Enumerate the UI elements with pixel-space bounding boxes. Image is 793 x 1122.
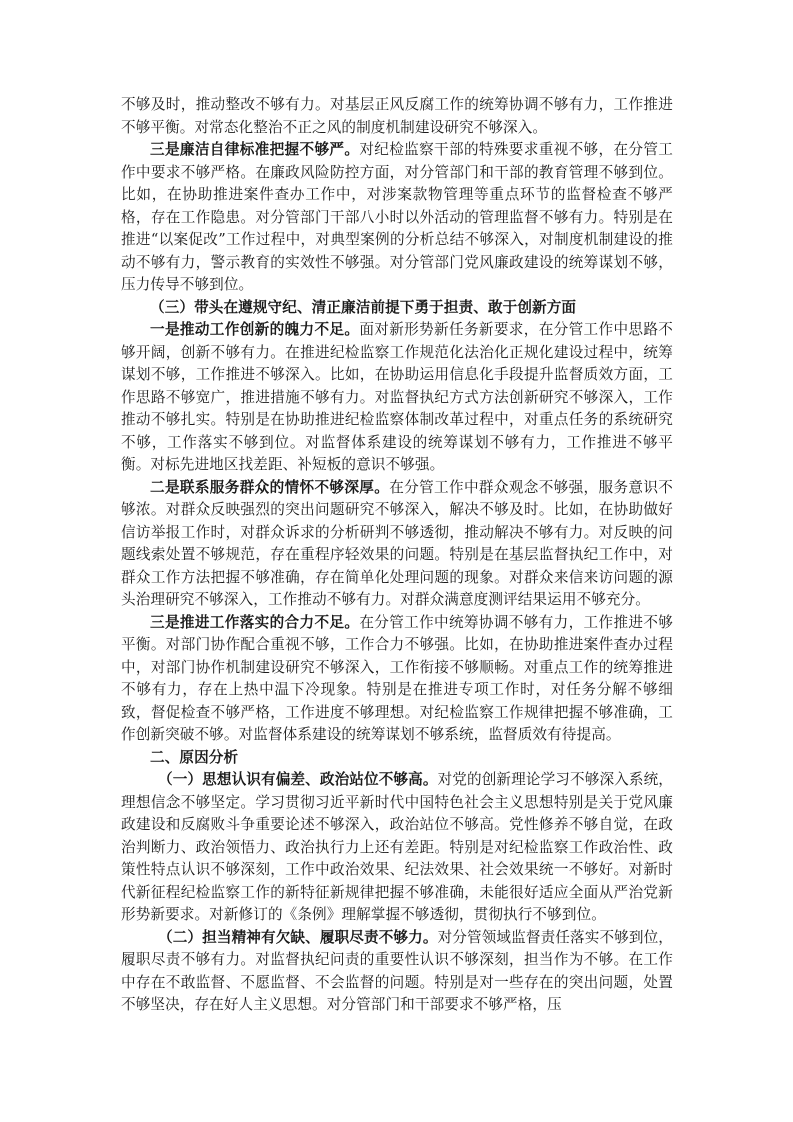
paragraph-5-text: 在分管工作中群众观念不够强，服务意识不够浓。对群众反映强烈的突出问题研究不够深入，解决不够及时。比如，在协助做好信访举报工作时，对群众诉求的分析研判不够透彻，推动解决不够有力。对反映的问题线索处置不够规范，存在重程序轻效果的问题。特别是在基层监督执纪工作中，对群众工作方法把握不够准确，存在简单化处理问题的现象。对群众来信来访问题的源头治理研究不够深入，工作推动不够有力。对群众满意度测评结果运用不够充分。 [121,478,673,608]
paragraph-8-text: 对党的创新理论学习不够深入系统，理想信念不够坚定。学习贯彻习近平新时代中国特色社会主义思想特别是关于党风廉政建设和反腐败斗争重要论述不够深入，政治站位不够高。党性修养不够自觉，在政治判断力、政治领悟力、政治执行力上还有差距。特别是对纪检监察工作政治性、政策性特点认识不够深刻，工作中政治效果、纪法效果、社会效果统一不够好。对新时代新征程纪检监察工作的新特征新规律把握不够准确，未能很好适应全面从严治党新形势新要求。对新修订的《条例》理解掌握不够透彻，贯彻执行不够到位。 [121,771,673,923]
document-body [121,94,673,1017]
paragraph-6 [121,612,673,747]
paragraph-1 [121,94,673,139]
paragraph-4 [121,319,673,477]
paragraph-5 [121,477,673,612]
paragraph-1-text: 不够及时，推动整改不够有力。对基层正风反腐工作的统筹协调不够有力，工作推进不够平衡。对常态化整治不正之风的制度机制建设研究不够深入。 [121,96,673,136]
paragraph-8-lead: （一）思想认识有偏差、政治站位不够高。 [158,771,438,788]
paragraph-2-lead: 三是廉洁自律标准把握不够严。 [150,141,360,158]
paragraph-9-lead: （二）担当精神有欠缺、履职尽责不够力。 [158,928,438,946]
paragraph-4-text: 面对新形势新任务新要求，在分管工作中思路不够开阔，创新不够有力。在推进纪检监察工作规范化法治化正规化建设过程中，统筹谋划不够，工作推进不够深入。比如，在协助运用信息化手段提升监督质效方面，工作思路不够宽广，推进措施不够有力。对监督执纪方式方法创新研究不够深入，工作推动不够扎实。特别是在协助推进纪检监察体制改革过程中，对重点任务的系统研究不够，工作落实不够到位。对监督体系建设的统筹谋划不够有力，工作推进不够平衡。对标先进地区找差距、补短板的意识不够强。 [121,321,674,473]
paragraph-9 [121,927,673,1017]
paragraph-8 [121,769,673,927]
paragraph-2-text: 对纪检监察干部的特殊要求重视不够，在分管工作中要求不够严格。在廉政风险防控方面，对分管部门和干部的教育管理不够到位。比如，在协助推进案件查办工作中，对涉案款物管理等重点环节的监督检查不够严格，存在工作隐患。对分管部门干部八小时以外活动的管理监督不够有力。特别是在推进“以案促改”工作过程中，对典型案例的分析总结不够深入，对制度机制建设的推动不够有力，警示教育的实效性不够强。对分管部门党风廉政建设的统筹谋划不够，压力传导不够到位。 [121,141,674,293]
paragraph-9-text: 对分管领域监督责任落实不够到位，履职尽责不够有力。对监督执纪问责的重要性认识不够深刻，担当作为不够。在工作中存在不敢监督、不愿监督、不会监督的问题。特别是对一些存在的突出问题，处置不够坚决，存在好人主义思想。对分管部门和干部要求不够严格，压 [121,928,673,1013]
paragraph-5-lead: 二是联系服务群众的情怀不够深厚。 [150,478,390,496]
paragraph-4-lead: 一是推动工作创新的魄力不足。 [150,321,360,338]
paragraph-2 [121,139,673,297]
paragraph-6-text: 在分管工作中统筹协调不够有力，工作推进不够平衡。对部门协作配合重视不够，工作合力不够强。比如，在协助推进案件查办过程中，对部门协作机制建设研究不够深入，工作衔接不够顺畅。对重点工作的统筹推进不够有力，存在上热中温下冷现象。特别是在推进专项工作时，对任务分解不够细致，督促检查不够严格，工作进度不够理想。对纪检监察工作规律把握不够准确，工作创新突破不够。对监督体系建设的统筹谋划不够系统，监督质效有待提高。 [121,613,674,743]
paragraph-6-lead: 三是推进工作落实的合力不足。 [150,613,360,631]
section-heading-3-text: （三）带头在遵规守纪、清正廉洁前提下勇于担责、敢于创新方面 [150,298,577,316]
section-heading-reasons [121,747,673,770]
section-heading-reasons-text: 二、原因分析 [150,748,239,766]
section-heading-3 [121,297,673,320]
